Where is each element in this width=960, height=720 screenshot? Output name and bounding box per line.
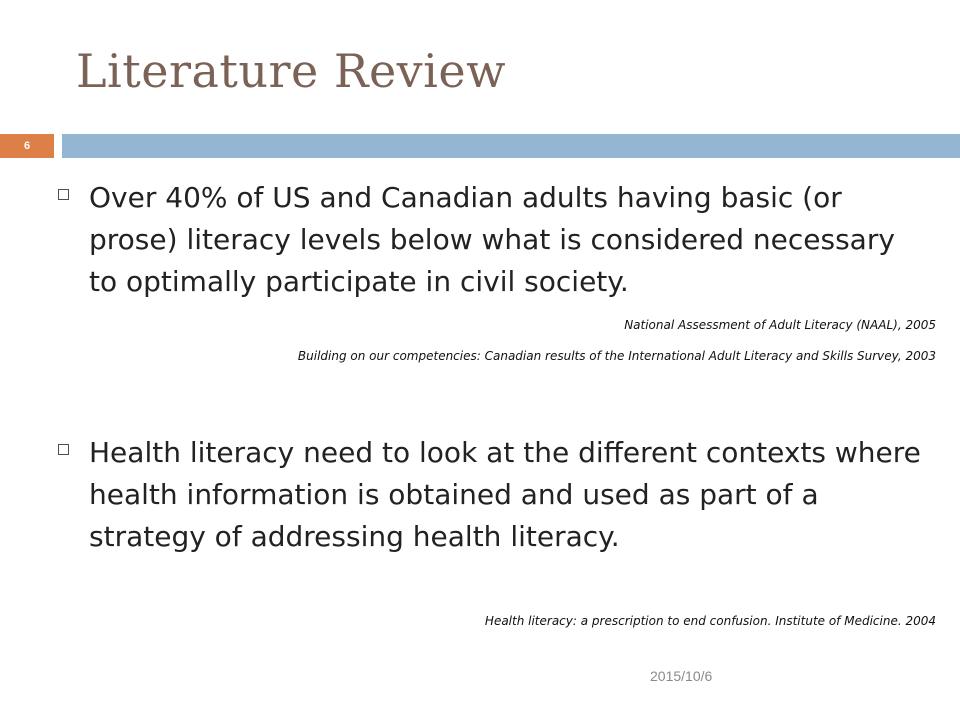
bullet-text: Over 40% of US and Canadian adults having basic (or prose) literacy levels below what is considered necessary to optimally participate in civil society. bbox=[89, 181, 895, 298]
citation: Health literacy: a prescription to end confusion. Institute of Medicine. 2004 bbox=[484, 614, 936, 628]
citation: Building on our competencies: Canadian results of the International Adult Literacy and Skills Survey, 2003 bbox=[297, 349, 936, 363]
slide-title: Literature Review bbox=[76, 44, 506, 98]
square-bullet-icon bbox=[58, 189, 69, 200]
bullet-text: Health literacy need to look at the different contexts where health information is obtained and used as part of a strategy of addressing health literacy. bbox=[89, 436, 921, 553]
slide-number-badge: 6 bbox=[0, 134, 54, 158]
bullet-item bbox=[58, 177, 928, 303]
bullet-item bbox=[58, 432, 928, 558]
slide-date: 2015/10/6 bbox=[650, 668, 713, 684]
citation: National Assessment of Adult Literacy (NAAL), 2005 bbox=[624, 318, 936, 332]
square-bullet-icon bbox=[58, 444, 69, 455]
header-bar bbox=[62, 134, 960, 158]
